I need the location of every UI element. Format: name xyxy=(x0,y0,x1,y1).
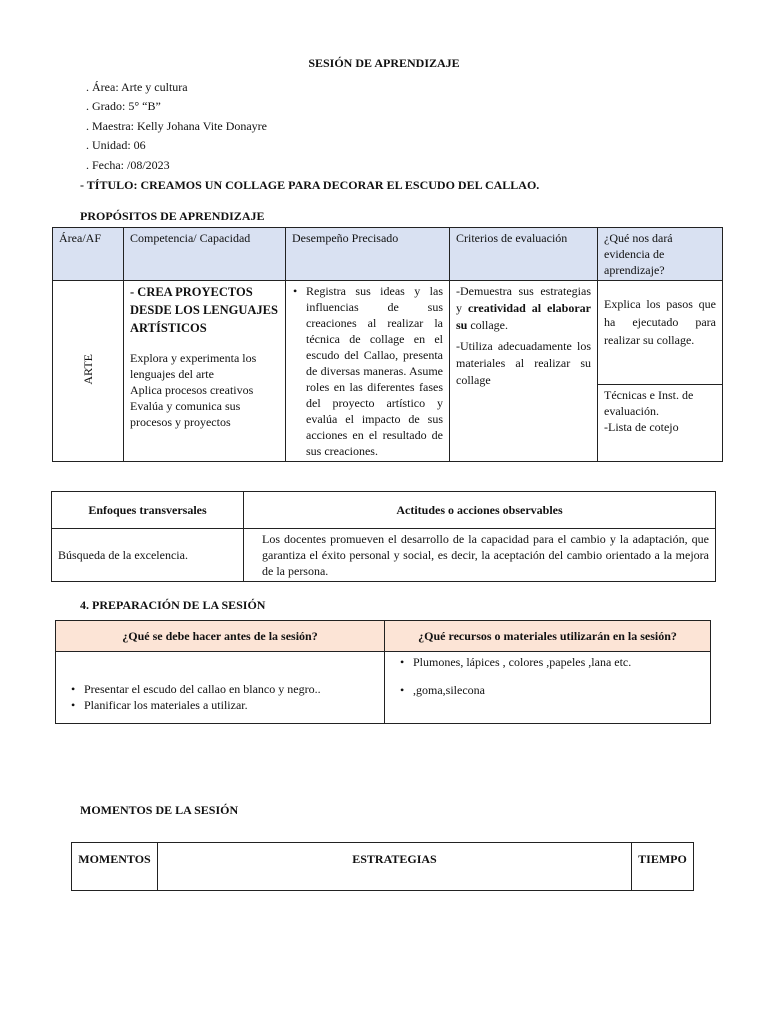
tecnicas-label: Técnicas e Inst. de evaluación. xyxy=(604,388,694,419)
recurso-item: • Plumones, lápices , colores ,papeles ,lana etc. xyxy=(409,654,704,670)
preparacion-table xyxy=(55,620,711,724)
enfoques-header-2: Actitudes o acciones observables xyxy=(244,492,716,529)
maestra-line: . Maestra: Kelly Johana Vite Donayre xyxy=(86,119,268,133)
momentos-header-row xyxy=(72,843,694,891)
recurso-item: • ,goma,silecona xyxy=(409,682,704,698)
tecnicas-cell xyxy=(598,385,723,462)
propositos-heading: PROPÓSITOS DE APRENDIZAJE xyxy=(80,209,265,223)
antes-item: • Planificar los materiales a utilizar. xyxy=(80,697,378,713)
enfoques-table xyxy=(51,491,716,582)
area-label: ARTE xyxy=(81,353,95,385)
lista-cotejo: -Lista de cotejo xyxy=(604,420,679,435)
page-title: SESIÓN DE APRENDIZAJE xyxy=(308,56,460,70)
competencia-cell xyxy=(124,281,286,462)
capacidad-item: Aplica procesos creativos xyxy=(130,383,254,397)
enfoques-row xyxy=(52,529,716,582)
preparacion-heading: 4. PREPARACIÓN DE LA SESIÓN xyxy=(80,598,266,612)
header-desempeno: Desempeño Precisado xyxy=(286,228,450,281)
header-competencia: Competencia/ Capacidad xyxy=(124,228,286,281)
enfoque-cell: Búsqueda de la excelencia. xyxy=(52,529,244,582)
header-criterios: Criterios de evaluación xyxy=(450,228,598,281)
propositos-header-row xyxy=(53,228,723,281)
propositos-row xyxy=(53,281,723,385)
grado-line: . Grado: 5° “B” xyxy=(86,99,161,113)
antes-item: • Presentar el escudo del callao en blanco y negro.. xyxy=(80,681,378,697)
momentos-col-1: MOMENTOS xyxy=(72,843,158,891)
momentos-heading: MOMENTOS DE LA SESIÓN xyxy=(80,803,239,817)
area-cell xyxy=(53,281,124,462)
enfoques-header-row xyxy=(52,492,716,529)
preparacion-header-row xyxy=(56,621,711,652)
area-line: . Área: Arte y cultura xyxy=(86,80,188,94)
header-area: Área/AF xyxy=(53,228,124,281)
criterio-1 xyxy=(456,283,591,334)
momentos-col-3: TIEMPO xyxy=(632,843,694,891)
unidad-line: . Unidad: 06 xyxy=(86,138,146,152)
criterio-1-text: -Demuestra sus estrategias y xyxy=(456,284,591,315)
actitud-cell: Los docentes promueven el desarrollo de la capacidad para el cambio y la adaptación, que garantiza el éxito personal y social, es decir, la aceptación del cambio orientado a la mejora de la persona. xyxy=(244,529,716,582)
competencia-title: - CREA PROYECTOS DESDE LOS LENGUAJES ARTÍSTICOS xyxy=(130,285,278,335)
evidencia-cell: Explica los pasos que ha ejecutado para realizar su collage. xyxy=(598,281,723,385)
header-evidencia: ¿Qué nos dará evidencia de aprendizaje? xyxy=(598,228,723,281)
criterio-2: -Utiliza adecuadamente los materiales al realizar su collage xyxy=(456,339,591,387)
preparacion-header-2: ¿Qué recursos o materiales utilizarán en la sesión? xyxy=(385,621,711,652)
propositos-table xyxy=(52,227,723,462)
capacidad-item: Explora y experimenta los lenguajes del arte xyxy=(130,351,257,381)
momentos-col-2: ESTRATEGIAS xyxy=(158,843,632,891)
criterio-1-bold: creatividad al elaborar su xyxy=(456,301,591,332)
desempeno-text: • Registra sus ideas y las influencias de sus creaciones al realizar la técnica de collage en el escudo del Callao, presenta de diversas maneras. Asume roles en las diferentes fases del proyecto artístico y evalúa el impacto de sus acciones en el resultado de sus creaciones. xyxy=(302,283,443,459)
capacidad-item: Evalúa y comunica sus procesos y proyectos xyxy=(130,399,241,429)
momentos-table xyxy=(71,842,694,891)
enfoques-header-1: Enfoques transversales xyxy=(52,492,244,529)
preparacion-header-1: ¿Qué se debe hacer antes de la sesión? xyxy=(56,621,385,652)
antes-cell xyxy=(56,652,385,724)
desempeno-cell xyxy=(286,281,450,462)
recursos-cell xyxy=(385,652,711,724)
criterio-1-end: collage. xyxy=(467,318,508,332)
criterios-cell xyxy=(450,281,598,462)
preparacion-row xyxy=(56,652,711,724)
session-title: - TÍTULO: CREAMOS UN COLLAGE PARA DECORAR EL ESCUDO DEL CALLAO. xyxy=(80,178,540,192)
fecha-line: . Fecha: /08/2023 xyxy=(86,158,170,172)
